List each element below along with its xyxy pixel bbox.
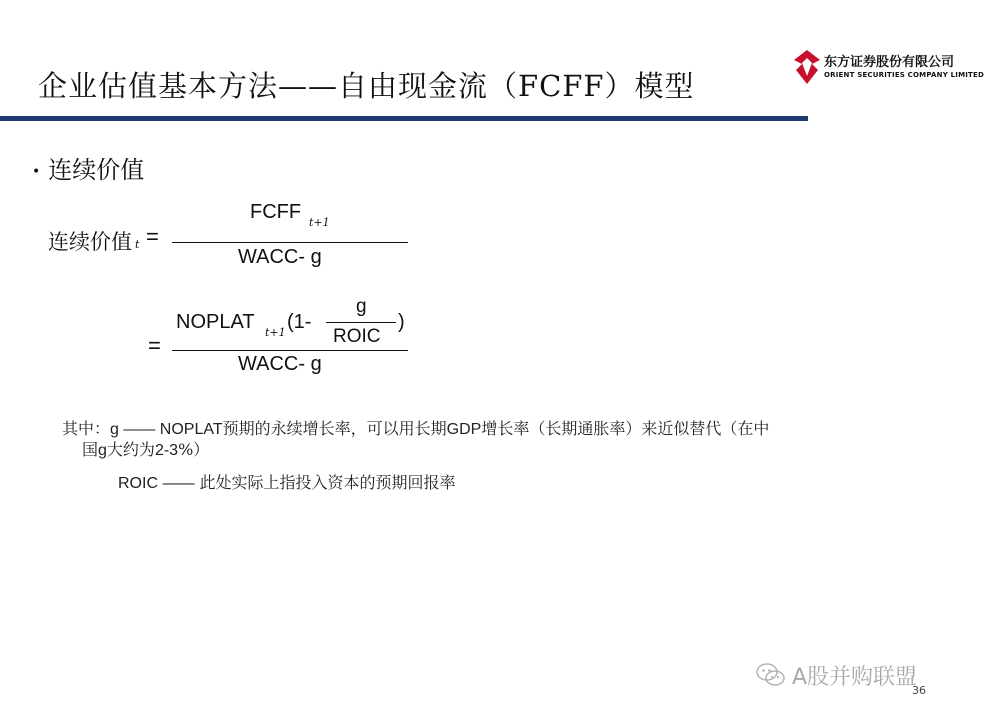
formula1-fraction-bar: [172, 242, 408, 243]
page-number: 36: [912, 684, 926, 697]
note-range: 2-3: [154, 442, 179, 459]
note-roic: ROIC ——: [118, 475, 195, 492]
formula2-denominator: WACC- g: [238, 353, 322, 375]
note-china: 国: [82, 440, 99, 459]
formula1-numerator-subscript: t+1: [309, 216, 330, 229]
wechat-icon: [756, 662, 786, 688]
note-gdp: GDP: [446, 421, 482, 438]
bullet-dot: •: [32, 163, 41, 180]
formula2-numerator-subscript: t+1: [265, 326, 286, 339]
slide-title: 企业估值基本方法——自由现金流（FCFF）模型: [38, 69, 695, 103]
logo-name-cn: 东方证券股份有限公司: [824, 55, 955, 70]
logo-name-en: ORIENT SECURITIES COMPANY LIMITED: [824, 71, 984, 79]
watermark-text: A股并购联盟: [792, 665, 918, 690]
formula1-lhs: 连续价值: [48, 230, 132, 254]
formula2-close: ): [398, 311, 405, 333]
formula2-inner-denominator: ROIC: [333, 326, 381, 347]
formula1-numerator: FCFF: [250, 201, 302, 223]
title-underline: [0, 116, 808, 121]
note-about: 大约为: [106, 440, 155, 459]
formula2-fraction-bar: [172, 350, 408, 351]
orient-logo-icon: [794, 50, 820, 84]
bullet-heading: [32, 150, 144, 185]
formula1-denominator: WACC- g: [238, 246, 322, 268]
formula2-equals: =: [148, 333, 161, 358]
note-g: g: [98, 442, 107, 459]
note-growth-text-2: 增长率（长期通胀率）来近似替代（在中: [481, 419, 770, 438]
note-line-3: [118, 470, 456, 493]
formula1-lhs-subscript: t: [135, 238, 140, 251]
formula2-inner-fraction-bar: [326, 322, 396, 323]
formula1-equals: =: [146, 224, 159, 249]
formula2-inner-numerator: g: [356, 296, 367, 317]
bullet-text: 连续价值: [48, 156, 145, 184]
note-prefix: 其中：: [62, 419, 111, 438]
note-line-2: [82, 437, 209, 460]
note-growth-text: 预期的永续增长率，可以用长期: [222, 419, 447, 438]
company-logo: [794, 48, 984, 88]
formula2-open: (1-: [287, 311, 312, 333]
formula2-numerator-main: NOPLAT: [176, 311, 255, 333]
note-roic-text: 此处实际上指投入资本的预期回报率: [194, 473, 456, 492]
note-g-noplat: g —— NOPLAT: [110, 421, 223, 438]
note-line-1: [62, 416, 769, 439]
note-percent: %）: [178, 440, 210, 459]
